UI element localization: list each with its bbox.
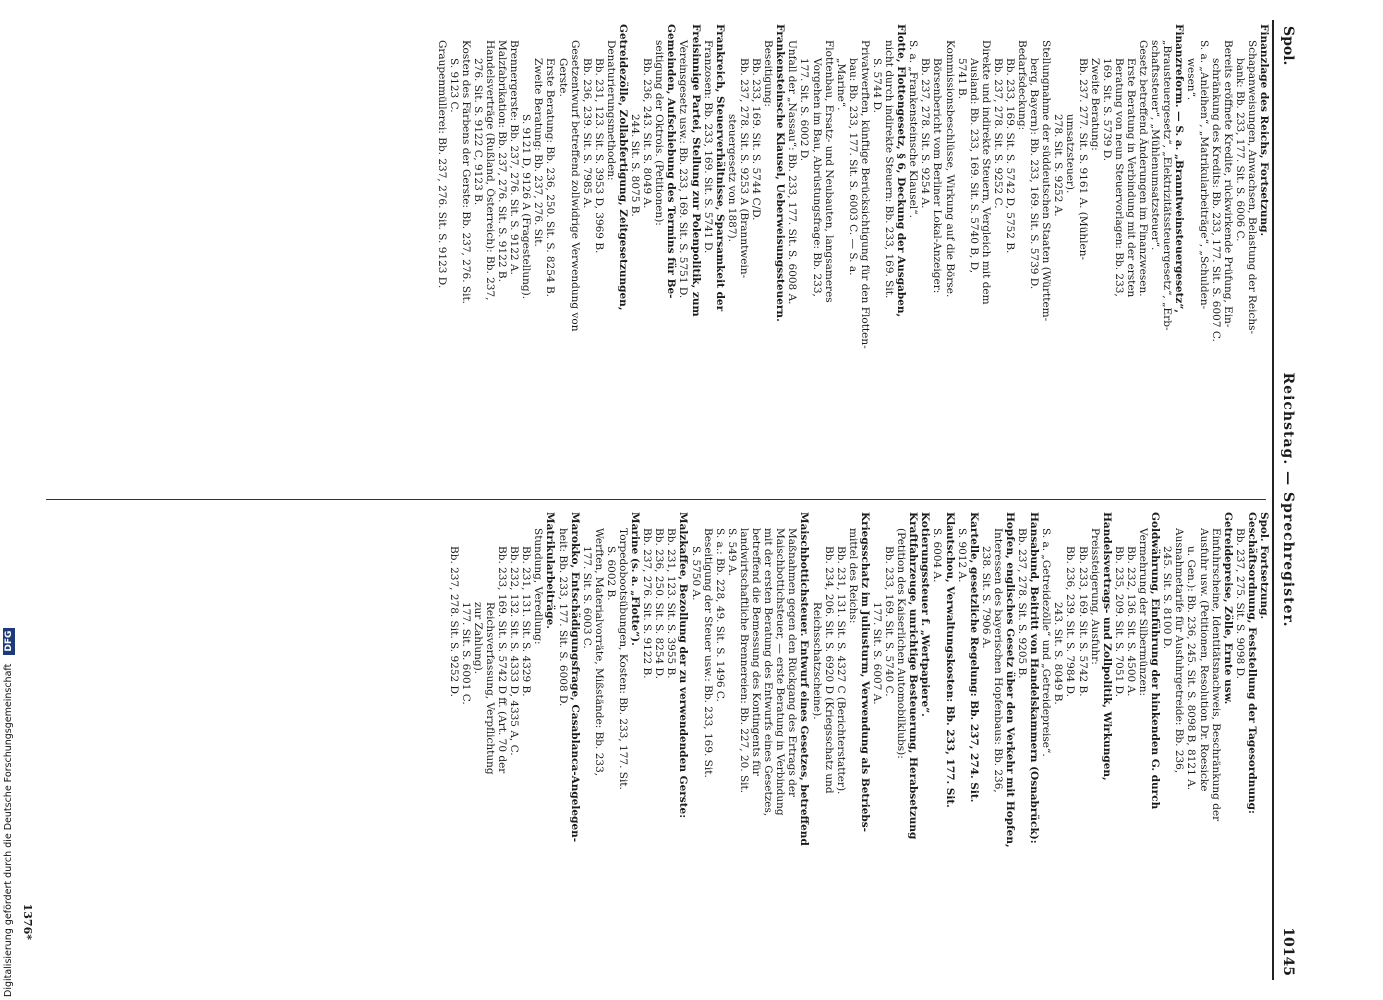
register-line: Denaturierungsmethoden: [604, 40, 617, 181]
register-heading: Getreidezölle, Zollabfertigung, Zeitgesetzungen, [617, 24, 630, 311]
register-line: wesen“. [1185, 58, 1198, 101]
digitization-credit-text: Digitalisierung gefördert durch die Deutsche Forschungsgemeinschaft [3, 663, 14, 997]
register-line: Graupenmüllerei: Bb. 237, 276. Sit. S. 9123 D. [435, 40, 448, 289]
register-line: Bb. 237. 277. Sit. S. 9161 A. (Mühlen- [1076, 58, 1089, 261]
register-heading: Gemeinden, Aufschiebung des Termins für Be- [665, 24, 678, 299]
register-line: zur Zahlung). [471, 602, 484, 675]
register-line: S. a.: Bb. 228, 49. Sit. S. 1496 C. [713, 528, 726, 702]
register-heading: Finanzreform. — S. a. „Branntweinsteuergesetz“, [1173, 24, 1186, 314]
register-line: Maßnahmen gegen den Rückgang des Ertrags der [786, 528, 799, 798]
register-line: Reichsverfassung, Verpflichtung [484, 602, 496, 775]
register-line: Bb. 231, 123. Sit. S. 3953 D, 3969 B. [592, 58, 605, 254]
register-heading: Finanzlage des Reichs, Fortsetzung. [1258, 24, 1270, 237]
register-line: S. 5750 A. [689, 546, 702, 601]
register-line: S. 9123 C. [447, 58, 460, 113]
register-line: Bb. 237, 275. Sit. S. 9098 D. [1233, 528, 1246, 679]
register-heading: Spol. Fortsetzung. [1258, 512, 1270, 620]
register-line: Bb. 233, 169. Sit. S. 5744 C/D. [750, 58, 763, 221]
register-line: S. a. „Anleihen“, „Matrikularbeiträge“, „Schulden- [1197, 40, 1210, 310]
register-line: Börsenbericht vom Berliner Lokal-Anzeiger: [931, 58, 944, 294]
register-line: schränkung des Kredits: Bb. 233, 177. Sit. S. 6007 C. [1209, 58, 1222, 342]
register-line: S. 6004 A. [931, 528, 944, 583]
register-line: S. a. „Frankensteinsche Klausel“. [907, 40, 920, 218]
register-line: 169. Sit. S. 5739 D. [1100, 58, 1113, 162]
register-line: Bb. 236, 243. Sit. S. 8049 A. [641, 58, 654, 209]
register-line: Unfall der „Nassau“: Bb. 233, 177. Sit. S. 6008 A. [786, 40, 799, 305]
register-line: Bb. 235, 209. Sit. S. 7051 D. [1112, 546, 1125, 697]
register-line: Ausland: Bb. 233, 169. Sit. S. 5740 B, D, [967, 58, 980, 274]
register-line: bau: Bb. 233, 177. Sit. S. 6003 C. — S. a. [846, 58, 859, 276]
register-line: Kosten des Färbens der Gerste: Bb. 237, 276. Sit. [459, 40, 472, 305]
register-line: umsatzsteuer). [1064, 114, 1077, 194]
register-line: S. 9012 A. [955, 528, 968, 583]
register-heading: Kraftfahrzeuge, unrichtige Besteuerung, Herabsetzung [907, 512, 920, 840]
register-heading: Frankensteinsche Klausel, Ueberweisungssteuern. [774, 24, 787, 322]
register-heading: Marine (s. a. „Flotte“). [629, 512, 642, 646]
left-column [436, 24, 1270, 486]
register-line: 276. Sit. S. 9122 C, 9123 B. [471, 58, 484, 206]
register-line: mit der ersten Beratung des Entwurfs eines Gesetzes, [762, 528, 775, 817]
register-line: 177. Sit. S. 6007 A. [871, 602, 883, 705]
register-line: betreffend die Bemessung des Kontingents für [750, 528, 763, 776]
header-rule [1272, 20, 1274, 980]
register-line: 5741 B. [955, 58, 968, 100]
register-line: Interessen des bayerischen Hopfenbaus: Bb. 236, [991, 528, 1004, 793]
register-line: 177. Sit. S. 6001 C. [459, 602, 472, 705]
register-line: Bb. 237, 278. Sit. S. 9205 B. [1016, 528, 1029, 679]
register-line: 238. Sit. S. 7906 A. [979, 546, 992, 649]
register-heading: Geschäftsordnung, Feststellung der Tagesordnung: [1245, 512, 1258, 814]
running-head-title: Reichstag. — Sprechregister. [1280, 372, 1296, 628]
register-line: Flottenbau, Ersatz- und Neubauten, langsameres [822, 40, 835, 303]
register-line: Bb. 237, 278. Sit. S. 9254 A. [919, 58, 932, 209]
register-line: Reichsschatzscheine). [810, 602, 823, 720]
register-line: Bb. 231, 131. Sit. S. 4329 B. [520, 546, 533, 697]
register-heading: Frankreich, Steuerverhältnisse, Sparsamkeit der [713, 24, 726, 312]
register-heading: Matrikularbeiträge. [544, 512, 557, 629]
register-line: Bb. 236, 250. Sit. S. 8254 D. [653, 528, 666, 679]
register-line: Ausnahmetarife für Ausfuhrgetreide: Bb. 236, [1173, 528, 1186, 774]
register-line: Brennergerste: Bb. 237, 276. Sit. S. 9122 A. [508, 40, 521, 275]
register-line: Bb. 232, 132. Sit. S. 4333 D, 4335 A, C. [508, 546, 521, 756]
register-heading: Flotte, Flottengesetz, § 6, Deckung der Ausgaben, [895, 24, 908, 318]
register-line: 244. Sit. S. 8075 B. [629, 114, 642, 217]
register-line: 278. Sit. S. 9252 A. [1052, 114, 1065, 217]
register-heading: Klautschou, Verwaltungskosten: Bb. 233, 177. Sit. [943, 512, 956, 808]
register-line: 245. Sit. S. 8100 D. [1161, 546, 1174, 650]
register-line: Beseitigung: [762, 40, 775, 107]
register-line: Vermehrung der Silbermünzen: [1137, 528, 1150, 697]
register-line: Stellungnahme der süddeutschen Staaten (Württem- [1040, 40, 1053, 322]
register-line: Einfuhrscheine, Identitätsnachweis, Beschränkung der [1209, 528, 1222, 822]
register-line: steuergesetz von 1887). [725, 114, 738, 242]
register-line: heit: Bb. 233, 177. Sit. S. 6008 D. [556, 528, 569, 707]
register-line: Bb. 231, 131. Sit. S. 4327 C (Berichterstatter). [834, 546, 847, 795]
register-line: Stundung, Veredlung: [532, 528, 545, 645]
register-line: mittel des Reichs: [846, 528, 859, 624]
register-line: Gesetzentwurf betreffend zollwidrige Verwendung von [568, 40, 581, 332]
register-line: Beseitigung der Steuer usw.: Bb. 233, 169. Sit. [701, 528, 714, 778]
register-line: Zweite Beratung: Bb. 237, 276. Sit. [532, 58, 545, 247]
register-line: berg, Bayern): Bb. 233, 169. Sit. S. 5739 D. [1028, 58, 1041, 290]
register-line: S. a. „Getreidezölle“ und „Getreidepreise“. [1040, 528, 1053, 757]
register-line: S. 9121 D, 9126 A (Fragestellung). [520, 114, 533, 300]
register-line: Gerste. [556, 58, 569, 97]
register-line: Zweite Beratung: [1088, 58, 1101, 151]
register-heading: Handelsvertrags- und Zollpolitik, Wirkungen, [1100, 512, 1113, 781]
register-line: Bb. 233, 169. Sit. S. 5742 D ff. (Art. 70 der [496, 546, 509, 774]
register-line: Bb. 236, 239. Sit. S. 7984 D. [1064, 546, 1077, 697]
dfg-logo: DFG [3, 628, 15, 655]
register-heading: Hansabund, Beitritt von Handelskammern (Osnabrück): [1028, 512, 1041, 844]
register-line: Gesetz betreffend Änderungen im Finanzwesen. [1137, 40, 1150, 297]
register-heading: Marokko, Entschädigungsfrage, Casablanca-Angelegen- [568, 512, 581, 843]
digitization-credit [2, 607, 16, 997]
register-heading: Kriegsschatz im Juliusturm, Verwendung als Betriebs- [858, 512, 871, 833]
register-heading: Hopfen, englisches Gesetz über den Verkehr mit Hopfen, [1004, 512, 1017, 848]
register-line: Erste Beratung: Bb. 236, 250. Sit. S. 8254 B. [544, 58, 557, 297]
register-line: Bb. 237, 278. Sit. S. 9252 D. [447, 546, 460, 697]
register-line: Vereinsgesetz usw.: Bb. 233, 169. Sit. S. 5751 D. [677, 40, 690, 299]
register-line: bank: Bb. 233, 177. Sit. S. 6006 C. [1233, 58, 1246, 242]
register-line: (Petition des Kaiserlichen Automobilklubs): [895, 528, 908, 759]
register-line: Ausfuhr usw. (Petitionen, Resolution Dr. Roesicke [1197, 528, 1210, 792]
register-line: Privatwerften, künftige Berücksichtigung für den Flotten- [858, 40, 871, 349]
register-heading: Malzkaffee, Bezollung der zu verwendenden Gerste: [677, 512, 690, 819]
register-heading: Maischbottichsteuer. Entwurf eines Gesetzes, betreffend [798, 512, 811, 846]
register-line: Torpedobootsübungen, Kosten: Bb. 233, 177. Sit. [617, 528, 630, 790]
register-line: Schapanweisungen, Anwachsen, Belastung der Reichs- [1245, 40, 1258, 335]
register-line: Malzfabrikation: Bb. 237, 276. Sit. S. 9122 B. [496, 40, 509, 282]
register-line: Werften, Materialvorräte, Mißstände: Bb. 233, [592, 528, 605, 777]
running-head [1276, 20, 1300, 980]
register-line: landwirtschaftliche Brennereien: Bb. 227, 20. Sit. [737, 528, 750, 794]
register-line: u. Gen.): Bb. 236, 245. Sit. S. 8098 B, 8121 A. [1185, 546, 1198, 791]
register-line: Maischbottichsteuer, — erste Beratung in Verbindung [774, 528, 787, 816]
register-line: Beratung von neun Steuervorlagen: Bb. 233, [1112, 58, 1125, 297]
register-line: Vorgehen im Bau, Abrüstungsfrage: Bb. 233, [810, 58, 823, 297]
register-line: Handelsverträge (Rußland, Österreich): Bb. 237, [484, 40, 496, 301]
register-line: 177. Sit. S. 6003 C. [580, 546, 593, 649]
page-number: 1376* [21, 903, 34, 940]
register-line: 177. Sit. S. 6002 D. [798, 58, 811, 162]
register-line: S. 5744 D. [871, 58, 883, 113]
register-line: Preissteigerung, Ausfuhr: [1088, 528, 1101, 665]
register-line: S. 6002 B. [604, 546, 617, 601]
register-line: Bereits eröffnete Kredite, rückwirkende Prüfung, Ein- [1221, 40, 1234, 328]
running-head-left: Spol. [1280, 26, 1296, 66]
register-heading: Kartelle, gesetzliche Regelung: Bb. 237, 274. Sit. [967, 512, 980, 803]
rotated-register-page [10, 20, 1300, 980]
register-line: schaftssteuer“, „Mühlenumsatzsteuer“. [1149, 40, 1162, 251]
register-line: nicht durch indirekte Steuern: Bb. 233, 169. Sit. [883, 40, 896, 299]
register-line: Bb. 236, 239. Sit. S. 7985 A. [580, 58, 593, 209]
register-heading: Goldwährung, Einführung der hinkenden G. durch [1149, 512, 1162, 810]
register-line: Franzosen: Bb. 233, 169. Sit. S. 5741 D. [701, 40, 714, 254]
register-line: Bb. 231, 123. Sit. S. 3955 B. [665, 528, 678, 679]
register-heading: Kotierungssteuer f. „Wertpapiere“. [919, 512, 932, 717]
register-line: „Brausteuergesetz“, „Elektrizitätssteuergesetz“, „Erb- [1161, 40, 1174, 331]
register-line: „Marine“. [834, 58, 847, 111]
register-line: Direkte und indirekte Steuern, Vergleich mit dem [979, 40, 992, 305]
register-line: Bedarfsdeckung: [1016, 40, 1029, 131]
register-heading: Getreidepreise, Zölle, Ernte usw. [1221, 512, 1234, 705]
column-divider [46, 499, 1266, 500]
register-line: Bb. 234, 206. Sit. S. 6920 D (Kriegsschatz und [822, 546, 835, 794]
register-line: Bb. 233, 169. Sit. S. 5742 B. [1076, 546, 1089, 697]
running-head-page-number: 10145 [1280, 927, 1296, 976]
right-column [448, 512, 1270, 974]
register-line: Erste Beratung in Verbindung mit der ersten [1124, 58, 1137, 298]
register-line: Kommissionsbeschlüsse, Wirkung auf die Börse. [943, 40, 956, 298]
register-line: Bb. 232, 136. Sit. S. 4500 A. [1124, 546, 1137, 697]
register-line: Bb. 233, 169. Sit. S. 5742 D, 5752 B. [1004, 58, 1017, 254]
register-line: S. 549 A. [725, 528, 738, 576]
register-line: Bb. 237, 278. Sit. S. 9252 C. [991, 58, 1004, 209]
register-line: Bb. 237, 278. Sit. S. 9253 A (Branntwein- [737, 58, 750, 279]
register-line: seitigung der Oktrois. (Petitionen): [653, 40, 666, 226]
register-heading: Freisinnige Partei, Stellung zur Polenpolitik, zum [689, 24, 702, 317]
register-line: Bb. 237, 276. Sit. S. 9122 B. [641, 528, 654, 679]
register-line: Bb. 233, 169. Sit. S. 5740 C. [883, 546, 896, 697]
register-line: 243. Sit. S. 8049 B. [1052, 602, 1065, 705]
